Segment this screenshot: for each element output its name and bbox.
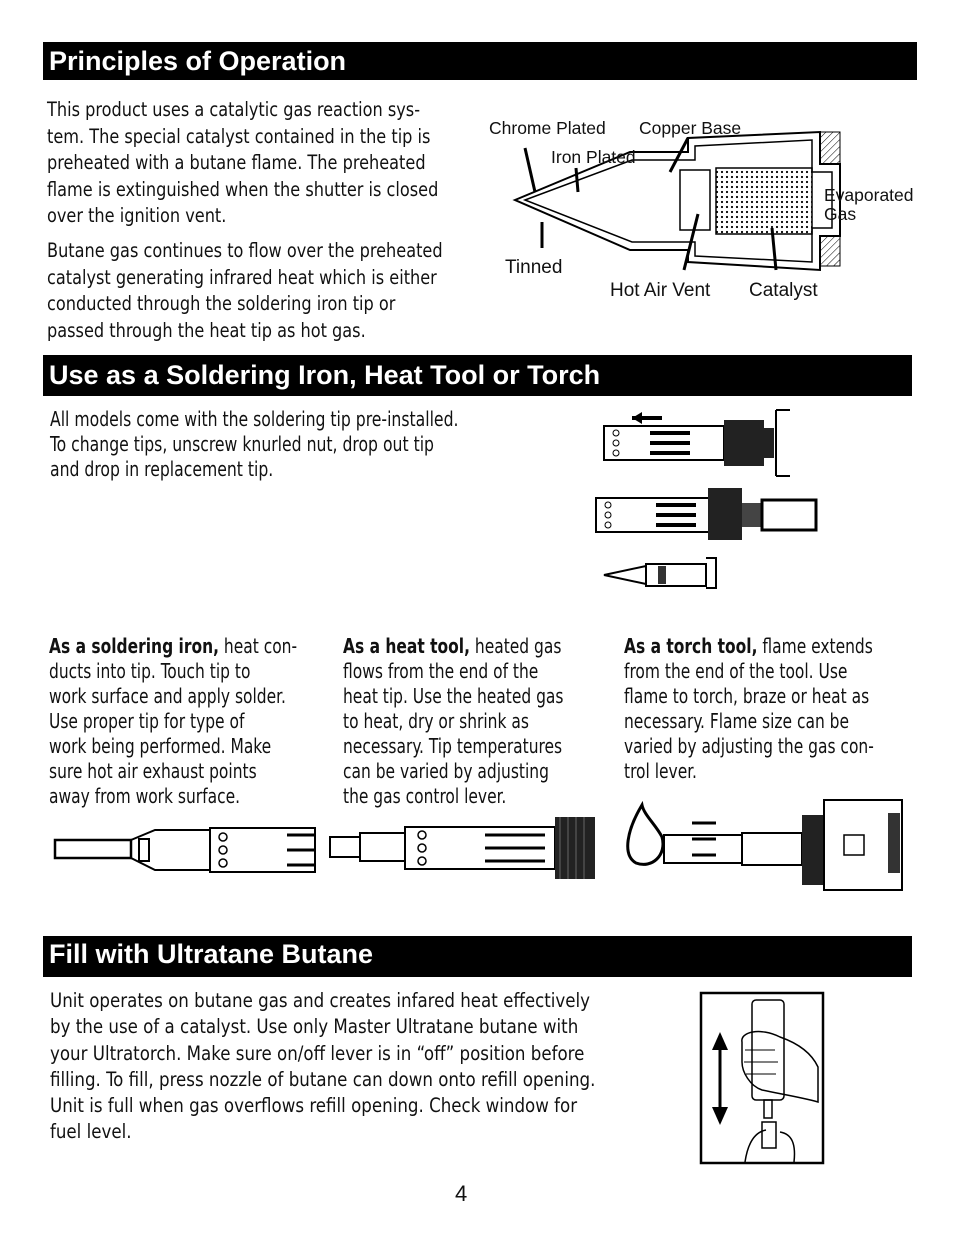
heat-tool-heading: As a heat tool,: [343, 634, 470, 658]
soldering-iron-text: heat con- ducts into tip. Touch tip to work surface and apply solder. Use proper tip for type of work being performed. Make sure hot air exhaust points away from work surface.: [49, 634, 298, 808]
heat-tool-description: [343, 609, 592, 809]
section-title-fill: Fill with Ultratane Butane: [43, 936, 912, 977]
label-catalyst: Catalyst: [749, 280, 818, 301]
fill-paragraph: Unit operates on butane gas and creates infared heat effectively by the use of a catalyst. Use only Master Ultratane butane with your Ultratorch. Make sure on/off lever is in “off” position before filling. To fill, press nozzle of butane can down onto refill opening. Unit is full when gas overflows refill opening. Check window for fuel level.: [50, 989, 596, 1144]
label-copper-base: Copper Base: [639, 118, 742, 138]
torch-tool-illustration: [622, 795, 907, 895]
section-title-principles: Principles of Operation: [43, 42, 917, 80]
torch-tool-text: flame extends from the end of the tool. Use flame to torch, braze or heat as necessary. Flame size can be varied by adjusting the gas con- trol lever.: [624, 634, 874, 783]
principles-paragraph-1: This product uses a catalytic gas reaction sys- tem. The special catalyst contained in the tip is preheated with a butane flame. The preheated flame is extinguished when the shutter is closed over the ignition vent.: [47, 98, 439, 227]
label-evaporated-gas: Evaporated Gas: [824, 185, 914, 224]
label-tinned: Tinned: [505, 257, 563, 278]
label-iron-plated: Iron Plated: [551, 147, 636, 167]
use-intro-paragraph: All models come with the soldering tip pre-installed. To change tips, unscrew knurled nut, drop out tip and drop in replacement tip.: [50, 407, 459, 481]
label-hot-air-vent: Hot Air Vent: [610, 280, 711, 301]
soldering-iron-description: [49, 609, 316, 809]
soldering-iron-heading: As a soldering iron,: [49, 634, 219, 658]
heat-tool-illustration: [330, 813, 600, 883]
soldering-tip-illustration: [55, 825, 315, 875]
page-number: 4: [455, 1181, 468, 1206]
refill-illustration: [700, 992, 826, 1166]
section-title-use: Use as a Soldering Iron, Heat Tool or Torch: [43, 355, 912, 396]
heat-tool-text: heated gas flows from the end of the heat tip. Use the heated gas to heat, dry or shrink as necessary. Tip temperatures can be varied by adjusting the gas control lever.: [343, 634, 564, 808]
torch-tool-heading: As a torch tool,: [624, 634, 758, 658]
torch-tool-description: [624, 609, 904, 784]
label-chrome-plated: Chrome Plated: [489, 118, 606, 138]
tip-change-illustration: [590, 400, 830, 590]
principles-paragraph-2: Butane gas continues to flow over the preheated catalyst generating infrared heat which is either conducted through the soldering iron tip or passed through the heat tip as hot gas.: [47, 239, 443, 342]
